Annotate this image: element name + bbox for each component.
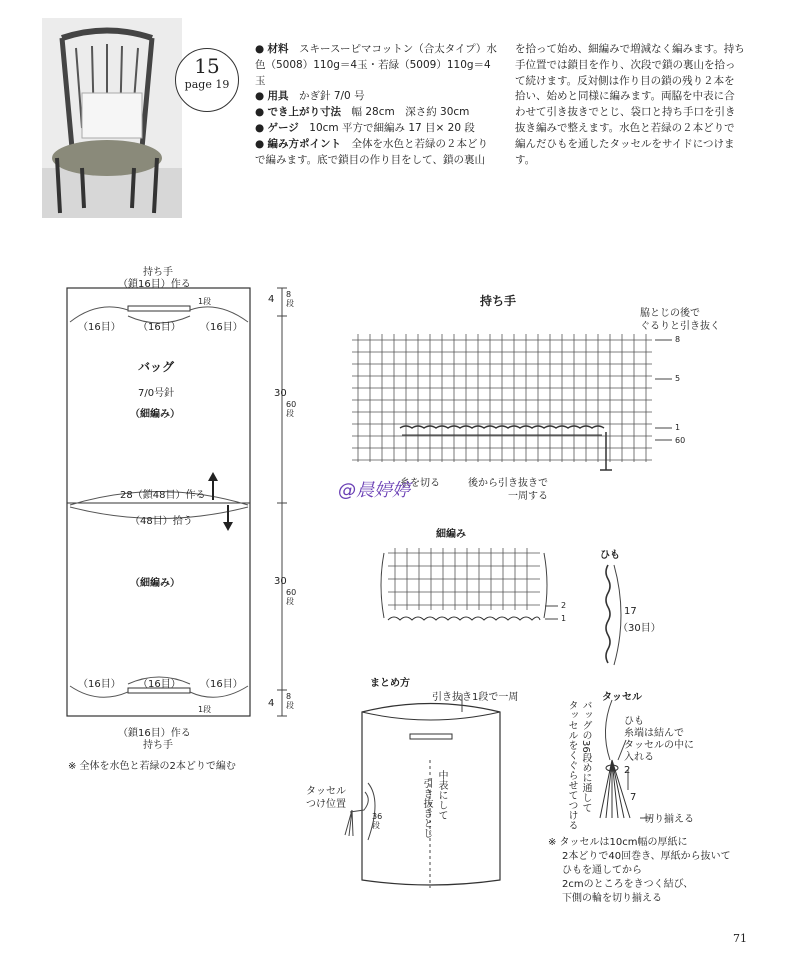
tassel-dim-7: 7 xyxy=(630,792,637,803)
center-seam-line2: 引き抜きとじ xyxy=(421,778,432,838)
row-marker-1: 1 xyxy=(675,423,681,432)
cord-chain xyxy=(606,565,610,663)
tassel-note-line1: ※ タッセルは10cm幅の厚紙に xyxy=(548,837,688,848)
one-row-label: 1段 xyxy=(198,297,212,306)
points-label: 編み方ポイント xyxy=(267,137,341,150)
tassel-position-line2: つけ位置 xyxy=(306,799,346,810)
stitch-count-left-bottom: （16目） xyxy=(78,679,121,690)
handle-top-chain-label: （鎖16目）作る xyxy=(118,279,191,290)
bag-outline xyxy=(67,288,250,716)
tassel-position-line1: タッセル xyxy=(306,786,346,797)
center-seam-line1: 中表にして xyxy=(436,770,447,820)
handle-top-label: 持ち手 xyxy=(143,267,173,278)
watermark: @晨婷婷 xyxy=(338,480,410,501)
tassel-tie-line1: 糸端は結んで xyxy=(624,728,684,739)
finishing-slip-note: 引き抜き1段で一周 xyxy=(432,692,519,703)
row-marker-5: 5 xyxy=(675,374,681,383)
stitch-count-left: （16目） xyxy=(78,322,121,333)
stitch-count-middle: （16目） xyxy=(138,322,181,333)
finishing-title: まとめ方 xyxy=(370,678,410,689)
cord-title: ひも xyxy=(600,550,620,561)
cord-length: 17 xyxy=(624,606,637,617)
dim-bottom-cm: 4 xyxy=(268,698,275,709)
tassel-note xyxy=(548,836,731,906)
stitch-type-bottom: （細編み） xyxy=(130,578,180,589)
stitch-count-right: （16目） xyxy=(200,322,243,333)
one-row-label-bottom: 1段 xyxy=(198,705,212,714)
bag-title: バッグ xyxy=(138,360,175,374)
hook-size-label: 7/0号針 xyxy=(138,388,175,399)
dim-upper-rows: 60段 xyxy=(286,400,297,418)
tassel-title: タッセル xyxy=(602,692,642,703)
material-text: スキースーピマコットン（合太タイプ）水色（5008）110g＝4玉・若緑（5009）110g＝4玉 xyxy=(255,43,497,87)
slip-back-line1: 後から引き抜きで xyxy=(468,478,548,489)
sc-row-2: 2 xyxy=(561,601,567,610)
slip-back-line2: 一周する xyxy=(508,491,548,502)
handle-note-line1: 脇とじの後で xyxy=(640,308,700,319)
sc-row-1: 1 xyxy=(561,614,567,623)
gauge-label: ゲージ xyxy=(267,121,299,134)
dim-lower-cm: 30 xyxy=(274,576,287,587)
tassel-through-line2: タッセルをくぐらせてつける xyxy=(566,700,577,830)
handle-bottom-label: 持ち手 xyxy=(143,740,173,751)
dim-lower-rows: 60段 xyxy=(286,588,297,606)
tassel-through-line1: バッグの36段めに通して xyxy=(580,700,591,813)
instructions-continued: を拾って始め、細編みで増減なく編みます。持ち手位置では鎖目を作り、次段で鎖の裏山を拾って続けます。反対側は作り目の鎖の残り２本を拾い、始めと同様に編みます。両脇を中表に合わせて引き抜きでとじ、袋口と持ち手口を引き抜き編みで整えます。水色と若緑の２本どりで編んだひもを通したタッセルをサイドにつけます。 xyxy=(515,43,745,166)
tassel-cord-label: ひも xyxy=(624,716,644,727)
tassel-tie-line3: 入れる xyxy=(624,752,654,763)
yarn-note: ※ 全体を水色と若緑の2本どりで編む xyxy=(68,761,236,772)
tassel-note-line4: 2cmのところをきつく結び、 xyxy=(562,879,694,890)
sc-chart-title: 細編み xyxy=(436,529,466,540)
gauge-text: 10cm 平方で細編み 17 目× 20 段 xyxy=(309,121,475,134)
points-text: 全体を水色と若緑の２本どりで編みます。底で鎖目の作り目をして、鎖の裏山 xyxy=(255,137,488,166)
tassel-note-line2: 2本どりで40回巻き、厚紙から抜いて xyxy=(562,851,731,862)
handle-bottom-chain-label: （鎖16目）作る xyxy=(118,728,191,739)
sc-stitch-grid xyxy=(388,548,540,610)
pattern-page-ref: page 19 xyxy=(184,78,230,91)
handle-note-line2: ぐるりと引き抜く xyxy=(640,321,720,332)
tassel-trim-label: 切り揃える xyxy=(644,814,694,825)
stitch-count-middle-bottom: （16目） xyxy=(138,679,181,690)
page-number: 71 xyxy=(733,932,747,945)
handle-chart-title: 持ち手 xyxy=(480,294,517,308)
row-marker-8: 8 xyxy=(675,335,681,344)
tassel-note-line5: 下側の輪を切り揃える xyxy=(562,893,662,904)
stitch-type-top: （細編み） xyxy=(130,409,180,420)
tassel-dim-2: 2 xyxy=(624,765,631,776)
size-label: でき上がり寸法 xyxy=(267,106,341,119)
row-marker-60: 60 xyxy=(675,436,686,445)
tassel-note-line3: ひもを通してから xyxy=(562,865,642,876)
size-text: 幅 28cm 深さ約 30cm xyxy=(351,106,470,119)
side-rows-label: 36段 xyxy=(372,812,383,830)
dim-bottom-rows: 8段 xyxy=(286,692,294,710)
foundation-chain-label: 28（鎖48目）作る xyxy=(120,490,206,501)
materials-section: ● 材料 スキースーピマコットン（合太タイプ）水色（5008）110g＝4玉・若緑（5009）110g＝4玉 ● 用具 かぎ針 7/0 号 ● でき上がり寸法 幅 28cm 深さ約 30cm ● ゲージ 10cm 平方で細編み 17 目× 20 段 ● 編み方ポイント 全体を水色と若緑の２本どりで編みます。底で鎖目の作り目をして、鎖の裏山 xyxy=(255,43,497,166)
dim-upper-cm: 30 xyxy=(274,388,287,399)
cord-chain-count: （30目） xyxy=(618,623,661,634)
cut-yarn-label: 糸を切る xyxy=(400,478,440,489)
dim-top-cm: 4 xyxy=(268,294,275,305)
dim-top-rows: 8段 xyxy=(286,290,294,308)
material-label: 材料 xyxy=(267,43,289,55)
pattern-number: 15 xyxy=(194,54,220,78)
tools-label: 用具 xyxy=(267,90,289,103)
tools-text: かぎ針 7/0 号 xyxy=(299,90,365,103)
pick-up-label: （48目）拾う xyxy=(130,516,193,527)
stitch-count-right-bottom: （16目） xyxy=(200,679,243,690)
tassel-tie-line2: タッセルの中に xyxy=(624,740,694,751)
